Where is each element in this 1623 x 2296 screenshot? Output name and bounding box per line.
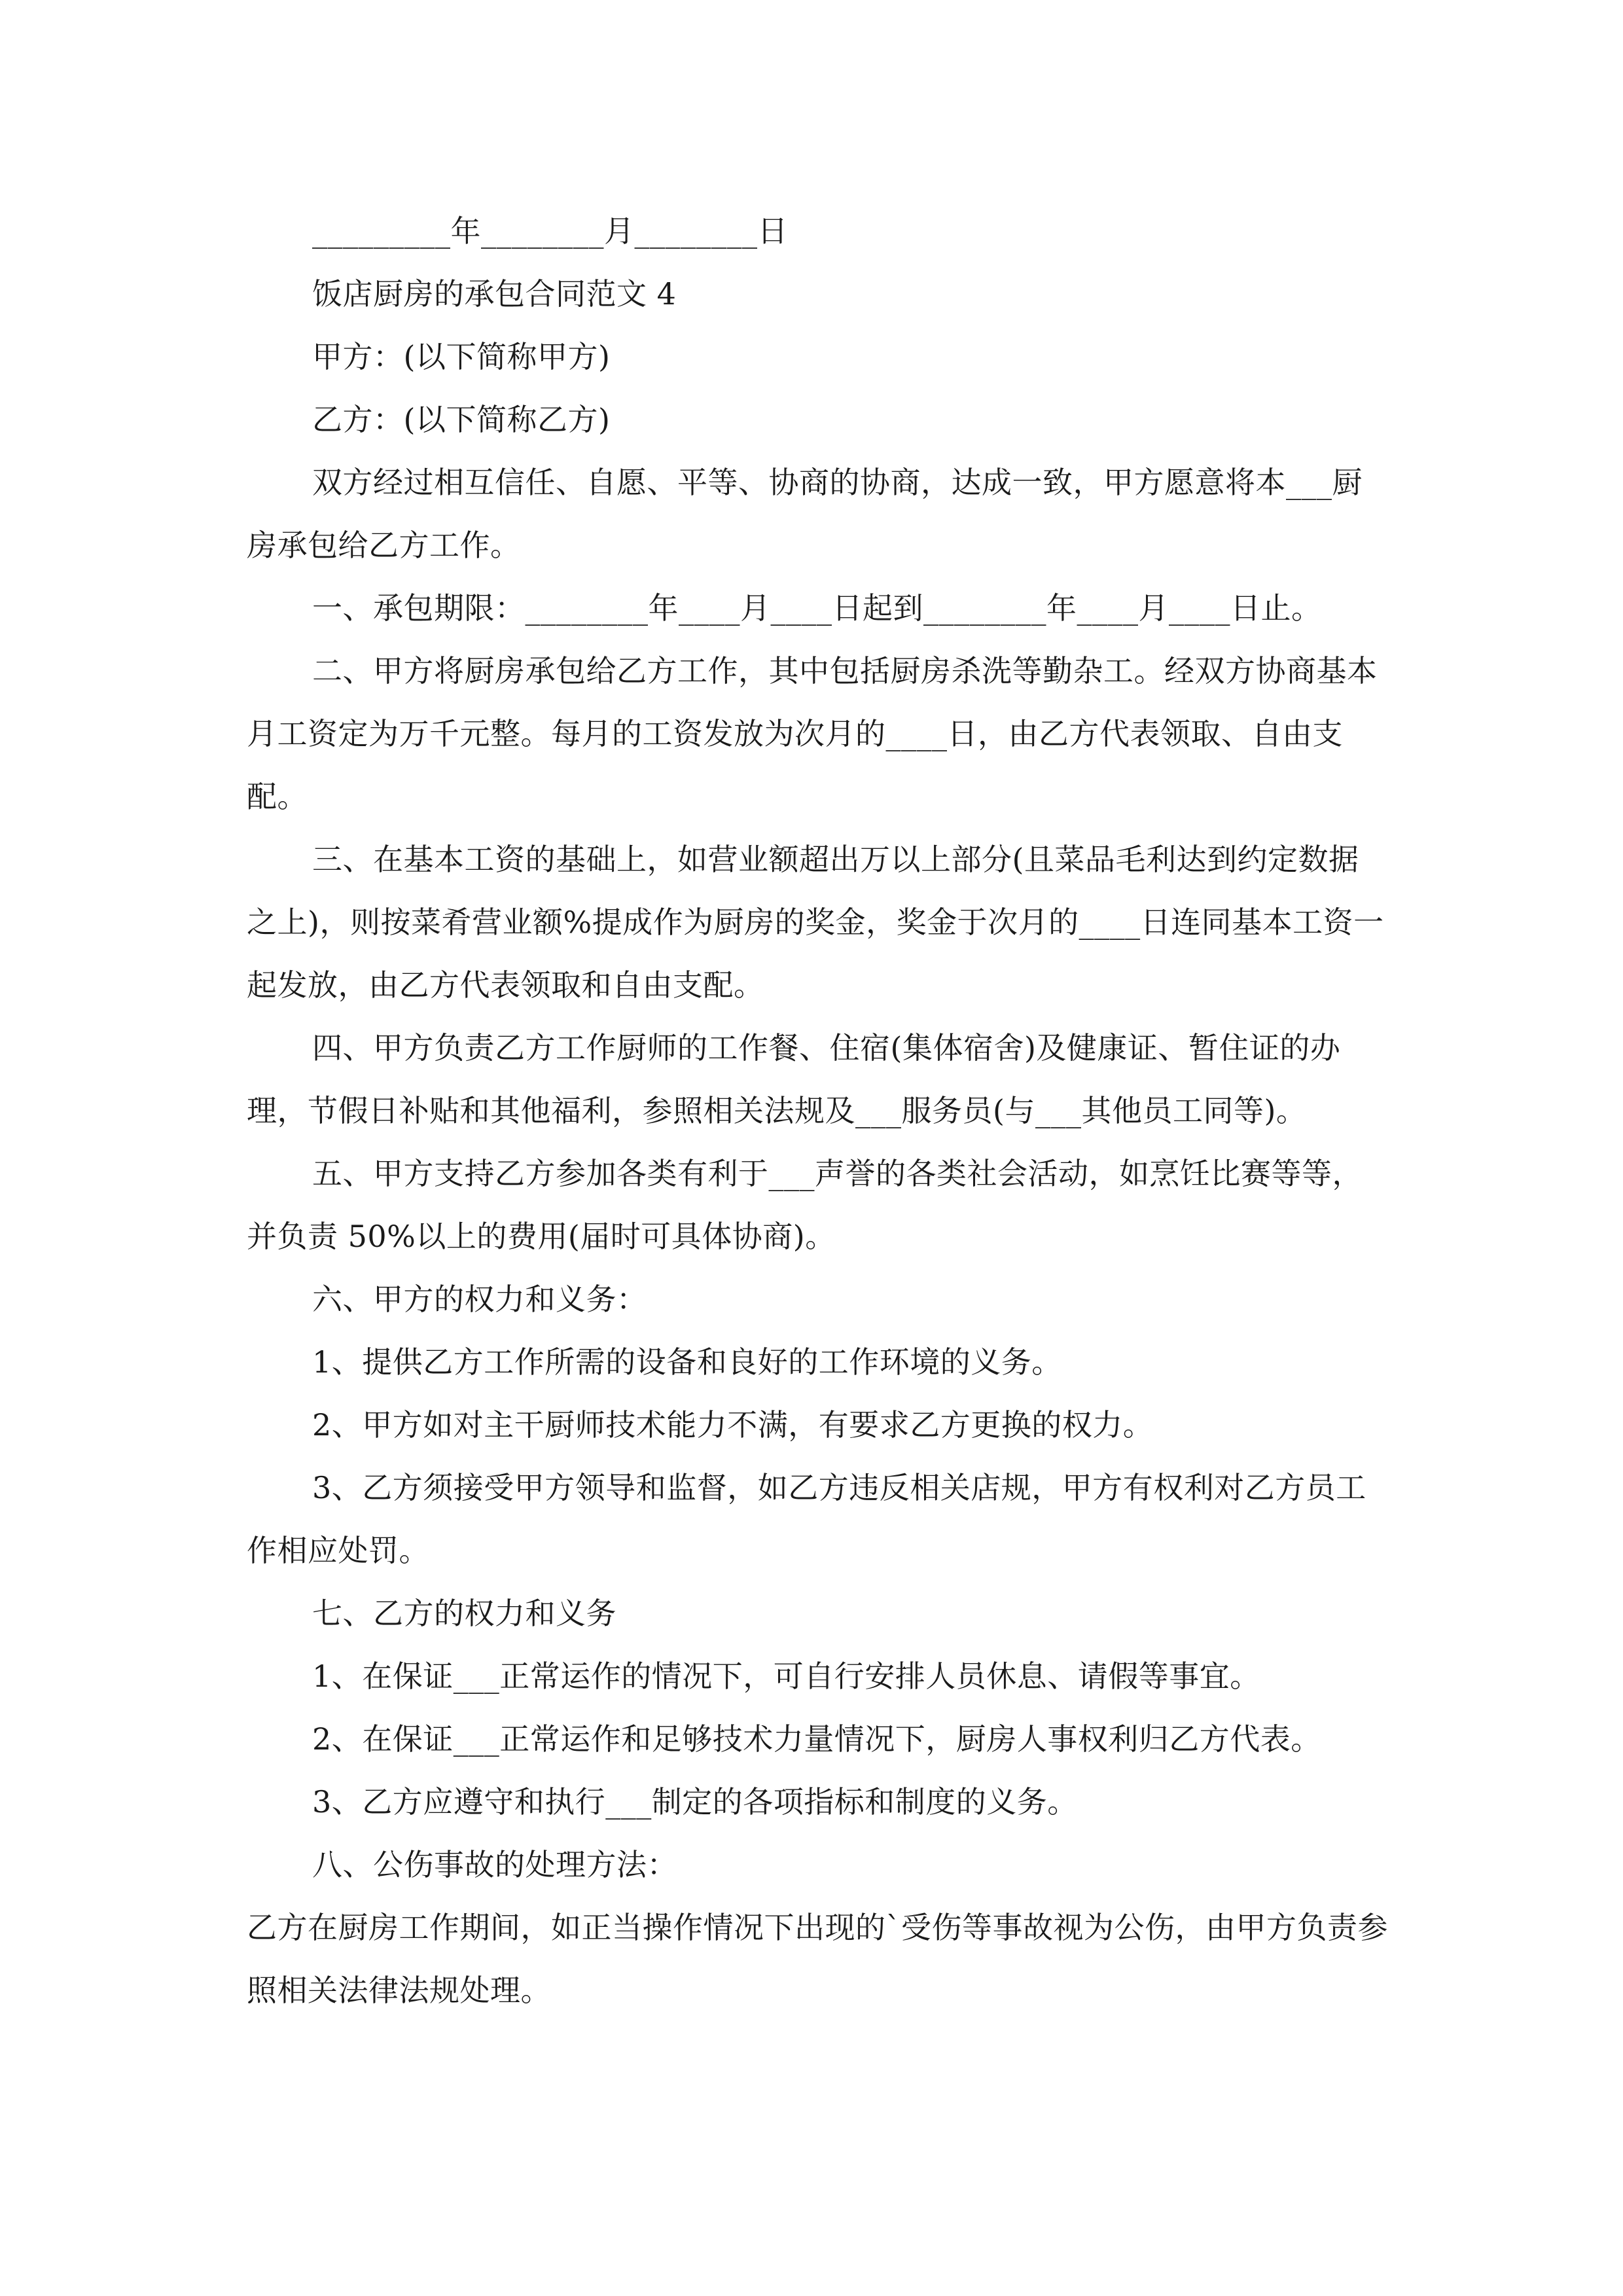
clause-7-item-1: 1、在保证___正常运作的情况下，可自行安排人员休息、请假等事宜。 [312, 1659, 1260, 1694]
clause-7-heading: 七、乙方的权力和义务 [312, 1596, 616, 1631]
clause-6-heading: 六、甲方的权力和义务： [312, 1282, 647, 1317]
document-title: 饭店厨房的承包合同范文 4 [312, 276, 677, 312]
clause-8-heading: 八、公伤事故的处理方法： [312, 1847, 677, 1882]
clause-8-body: 乙方在厨房工作期间，如正当操作情况下出现的`受伤等事故视为公伤，由甲方负责参照相关法律法规处理。 [247, 1910, 1388, 2008]
date-line: _________年________月________日 [312, 213, 788, 249]
document-body [247, 200, 1389, 2022]
party-b: 乙方：(以下简称乙方) [312, 402, 611, 437]
clause-7-item-3: 3、乙方应遵守和执行___制定的各项指标和制度的义务。 [312, 1784, 1078, 1820]
clause-2: 二、甲方将厨房承包给乙方工作，其中包括厨房杀洗等勤杂工。经双方协商基本月工资定为万千元整。每月的工资发放为次月的____日，由乙方代表领取、自由支配。 [247, 653, 1378, 814]
paragraph-intro: 双方经过相互信任、自愿、平等、协商的协商，达成一致，甲方愿意将本___厨房承包给乙方工作。 [247, 465, 1363, 563]
clause-6-item-1: 1、提供乙方工作所需的设备和良好的工作环境的义务。 [312, 1344, 1062, 1380]
clause-6-item-2: 2、甲方如对主干厨师技术能力不满，有要求乙方更换的权力。 [312, 1407, 1154, 1443]
clause-6-item-3: 3、乙方须接受甲方领导和监督，如乙方违反相关店规，甲方有权利对乙方员工作相应处罚。 [247, 1470, 1366, 1568]
party-a: 甲方：(以下简称甲方) [312, 339, 611, 374]
clause-5: 五、甲方支持乙方参加各类有利于___声誉的各类社会活动，如烹饪比赛等等，并负责 50%以上的费用(届时可具体协商)。 [247, 1156, 1363, 1254]
clause-1: 一、承包期限：________年____月____日起到________年____月____日止。 [312, 590, 1322, 626]
clause-7-item-2: 2、在保证___正常运作和足够技术力量情况下，厨房人事权利归乙方代表。 [312, 1721, 1321, 1757]
clause-4: 四、甲方负责乙方工作厨师的工作餐、住宿(集体宿舍)及健康证、暂住证的办理，节假日补贴和其他福利，参照相关法规及___服务员(与___其他员工同等)。 [247, 1030, 1341, 1128]
clause-3: 三、在基本工资的基础上，如营业额超出万以上部分(且菜品毛利达到约定数据之上)，则按菜肴营业额%提成作为厨房的奖金，奖金于次月的____日连同基本工资一起发放，由乙方代表领取和自由支配。 [247, 842, 1384, 1003]
